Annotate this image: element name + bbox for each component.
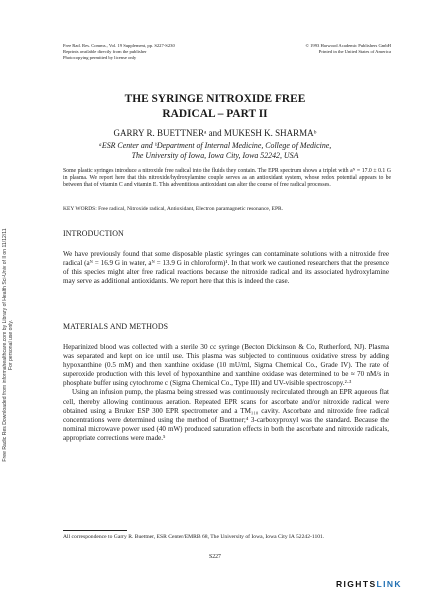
methods-paragraph-2: Using an infusion pump, the plasma being stressed was continuously recirculated through an EPR aqueous flat cell, thereby allowing continuous aeration. Repeated EPR scans for ascorbate and/or nitroxide radical were obtained using a Bruker ESP 300 EPR spectrometer and a TM₁₁₀ cavity. Ascorbate and nitroxide free radical concentrations were determined using the method of Buettner;⁴ 3-carboxyproxyl was the standard. Because the nominal microwave power used (40 mW) produced saturation effects in both the ascorbate and nitroxide radicals, appropriate corrections were made.⁵ [63, 388, 389, 442]
paper-title-line1: THE SYRINGE NITROXIDE FREE [124, 93, 306, 105]
download-stamp [2, 160, 33, 530]
footnote-rule [63, 530, 127, 531]
photocopy-note: Photocopying permitted by license only [63, 55, 137, 60]
reprints-note: Reprints available directly from the publisher [63, 49, 147, 54]
materials-methods-text [63, 343, 389, 443]
section-heading-introduction: INTRODUCTION [63, 229, 124, 238]
journal-header-left [63, 43, 175, 61]
download-stamp-line1: Free Radic Res Downloaded from informahealthcare.com by Library of Health Sci-Univ of Il on 11/12/11 [2, 228, 8, 462]
copyright-line: © 1993 Harwood Academic Publishers GmbH [305, 43, 391, 48]
introduction-paragraph: We have previously found that some disposable plastic syringes can contaminate solutions with a nitroxide free radical (aᴺ = 16.9 G in water, aᴺ = 13.9 G in chloroform)¹. In that work we cautioned researchers that the presence of this species might alter free radical reactions because the nitroxide radical and its associated hydroxylamine may serve as additional antioxidants. We report here that this is indeed the case. [63, 250, 389, 286]
authors: GARRY R. BUETTNERᵃ and MUKESH K. SHARMAᵇ [113, 128, 317, 138]
page-number: S227 [209, 554, 221, 560]
rightslink-logo-part2: LINK [376, 579, 402, 589]
keywords: KEY WORDS: Free radical, Nitroxide radical, Antioxidant, Electron paramagnetic resonance, EPR. [63, 206, 284, 212]
footnote: All correspondence to Garry R. Buettner, ESR Center/EMRB 68, The University of Iowa, Iowa City IA 52242-1101. [63, 534, 325, 540]
rightslink-logo[interactable] [336, 579, 402, 589]
affiliation-line2: The University of Iowa, Iowa City, Iowa 52242, USA [131, 151, 299, 160]
section-heading-materials-methods: MATERIALS AND METHODS [63, 322, 169, 331]
introduction-text [63, 250, 389, 286]
methods-paragraph-1: Heparinized blood was collected with a sterile 30 cc syringe (Becton Dickinson & Co, Rutherford, NJ). Plasma was separated and kept on ice until use. This plasma was subjected to continuous oxidative stress by adding hypoxanthine (0.5 mM) and then xanthine oxidase (10 mU/ml, Sigma Chemical Co., Grade IV). The rate of superoxide production with this level of hypoxanthine and xanthine oxidase was determined to be ≈ 70 nM/s in phosphate buffer using cytochrome c (Sigma Chemical Co., Type III) and UV-visible spectroscopy.²·³ [63, 343, 389, 388]
download-stamp-line2: For personal use only. [8, 319, 15, 371]
journal-header-right [244, 43, 391, 55]
affiliation-line1: ᵃESR Center and ᵇDepartment of Internal Medicine, College of Medicine, [98, 141, 332, 150]
rightslink-logo-part1: RIGHTS [336, 579, 377, 589]
paper-title-line2: RADICAL – PART II [162, 108, 268, 120]
abstract: Some plastic syringes introduce a nitroxide free radical into the fluids they contain. The EPR spectrum shows a triplet with aᴺ = 17.0 ± 0.1 G in plasma. We report here that this nitroxide/hydroxylamine couple serves as an antioxidant system, whose redox potential appears to be between that of vitamin C and vitamin E. This adventitious antioxidant can alter the course of free radical processes. [63, 168, 391, 189]
journal-citation: Free Rad. Res. Comms., Vol. 19 Supplement, pp. S227-S230 [63, 43, 175, 48]
printed-in-line: Printed in the United States of America [318, 49, 391, 54]
